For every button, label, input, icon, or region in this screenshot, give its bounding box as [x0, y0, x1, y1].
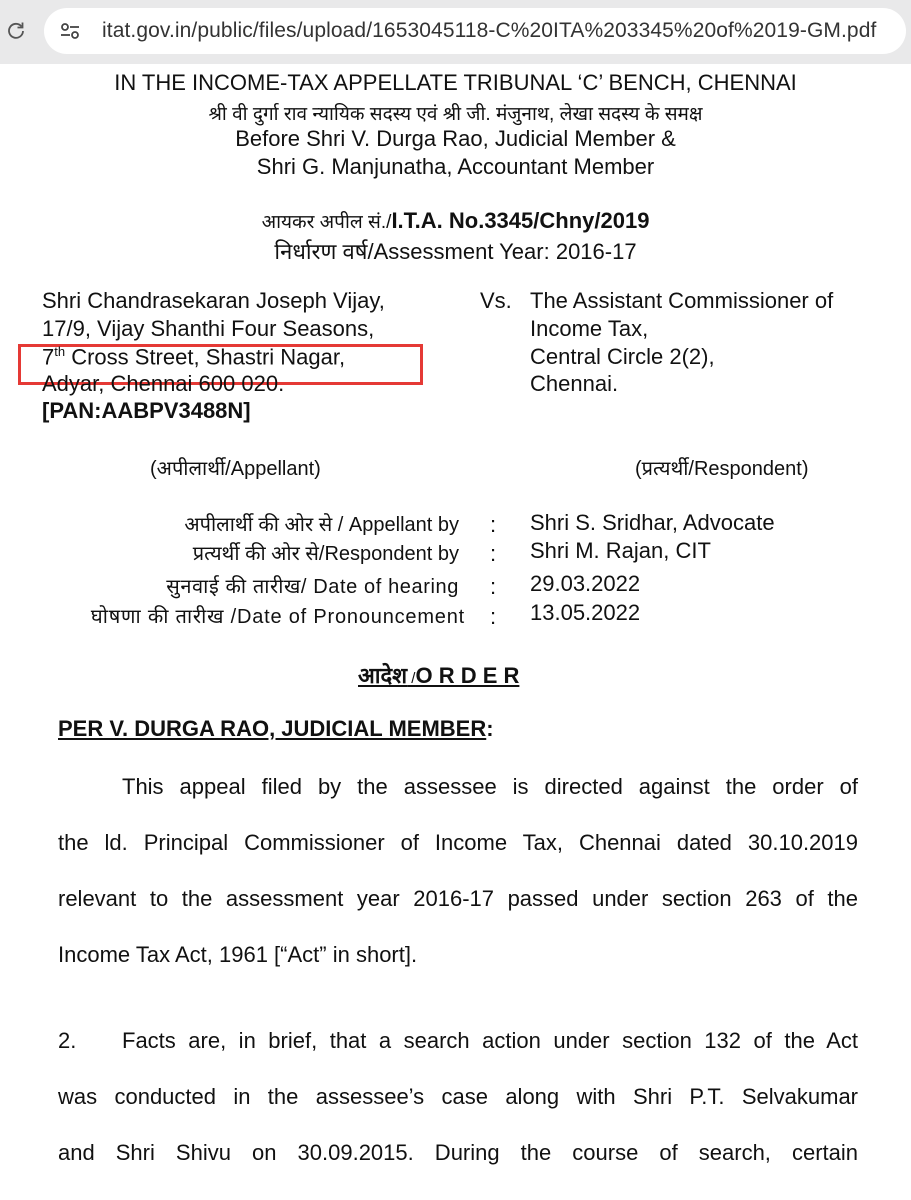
pronouncement-date: 13.05.2022 [530, 600, 641, 625]
appellant-role: (अपीलार्थी/Appellant) [150, 458, 321, 480]
appeal-number-value: I.T.A. No.3345/Chny/2019 [391, 208, 650, 233]
appeal-number [0, 208, 911, 234]
respondent-line-3: Central Circle 2(2), [530, 344, 715, 369]
appellant-address-3: Adyar, Chennai 600 020. [42, 371, 285, 396]
respondent-line-1: The Assistant Commissioner of [530, 288, 834, 313]
para2-line-1: Facts are, in brief, that a search action under section 132 of the Act [122, 1028, 858, 1053]
browser-toolbar [0, 0, 911, 65]
per-heading-colon: : [486, 716, 494, 741]
para1-line-4: Income Tax Act, 1961 [“Act” in short]. [58, 942, 418, 967]
bench-hindi: श्री वी दुर्गा राव न्यायिक सदस्य एवं श्री जी. मंजुनाथ, लेखा सदस्य के समक्ष [208, 104, 703, 125]
versus-label: Vs. [480, 288, 512, 313]
street-number: 7 [42, 344, 55, 370]
order-heading-hindi: आदेश [358, 663, 408, 688]
per-heading [58, 716, 494, 742]
bench-members-line1: Before Shri V. Durga Rao, Judicial Member & [235, 126, 676, 151]
respondent-counsel: Shri M. Rajan, CIT [530, 538, 711, 563]
per-heading-text: PER V. DURGA RAO, JUDICIAL MEMBER [58, 716, 487, 741]
respondent-by-label: प्रत्यर्थी की ओर से/Respondent by [192, 543, 459, 565]
order-heading-separator: / [407, 670, 416, 687]
url-text[interactable]: itat.gov.in/public/files/upload/1653045118-C%20ITA%203345%20of%2019-GM.pdf [102, 19, 877, 42]
detail-colon: : [490, 512, 497, 537]
detail-colon: : [490, 604, 497, 629]
para2-number: 2. [58, 1028, 77, 1053]
order-heading [358, 660, 519, 690]
para1-line-1: This appeal filed by the assessee is directed against the order of [122, 774, 858, 799]
street-suffix: th [54, 344, 66, 359]
detail-colon: : [490, 574, 497, 599]
appellant-name: Shri Chandrasekaran Joseph Vijay, [42, 288, 385, 313]
appellant-address-2 [42, 344, 345, 370]
tribunal-title: IN THE INCOME-TAX APPELLATE TRIBUNAL ‘C’ BENCH, CHENNAI [114, 70, 797, 95]
address-bar[interactable] [44, 8, 906, 54]
bench-members-line2: Shri G. Manjunatha, Accountant Member [256, 154, 655, 179]
para1-line-2: the ld. Principal Commissioner of Income Tax, Chennai dated 30.10.2019 [58, 830, 858, 855]
pdf-page [0, 64, 911, 1200]
appeal-number-prefix: आयकर अपील सं./ [261, 212, 392, 233]
appellant-pan: [PAN:AABPV3488N] [42, 398, 251, 423]
para1-line-3: relevant to the assessment year 2016-17 passed under section 263 of the [58, 886, 858, 911]
street-name: Cross Street, Shastri Nagar, [65, 344, 346, 370]
para2-line-3: and Shri Shivu on 30.09.2015. During the course of search, certain [58, 1140, 858, 1165]
para2-line-2: was conducted in the assessee’s case along with Shri P.T. Selvakumar [58, 1084, 858, 1109]
assessment-year: निर्धारण वर्ष/Assessment Year: 2016-17 [274, 239, 637, 264]
appellant-by-label: अपीलार्थी की ओर से / Appellant by [184, 514, 459, 536]
respondent-line-4: Chennai. [530, 371, 619, 396]
respondent-line-2: Income Tax, [530, 316, 649, 341]
site-settings-icon[interactable] [59, 20, 81, 42]
reload-icon[interactable] [6, 20, 26, 40]
respondent-role: (प्रत्यर्थी/Respondent) [635, 458, 809, 480]
detail-colon: : [490, 541, 497, 566]
appellant-counsel: Shri S. Sridhar, Advocate [530, 510, 775, 535]
order-heading-english: O R D E R [415, 663, 520, 688]
appellant-address-1: 17/9, Vijay Shanthi Four Seasons, [42, 316, 375, 341]
hearing-date: 29.03.2022 [530, 571, 641, 596]
hearing-date-label: सुनवाई की तारीख/ Date of hearing [166, 576, 459, 598]
pronouncement-date-label: घोषणा की तारीख /Date of Pronouncement [90, 606, 465, 628]
